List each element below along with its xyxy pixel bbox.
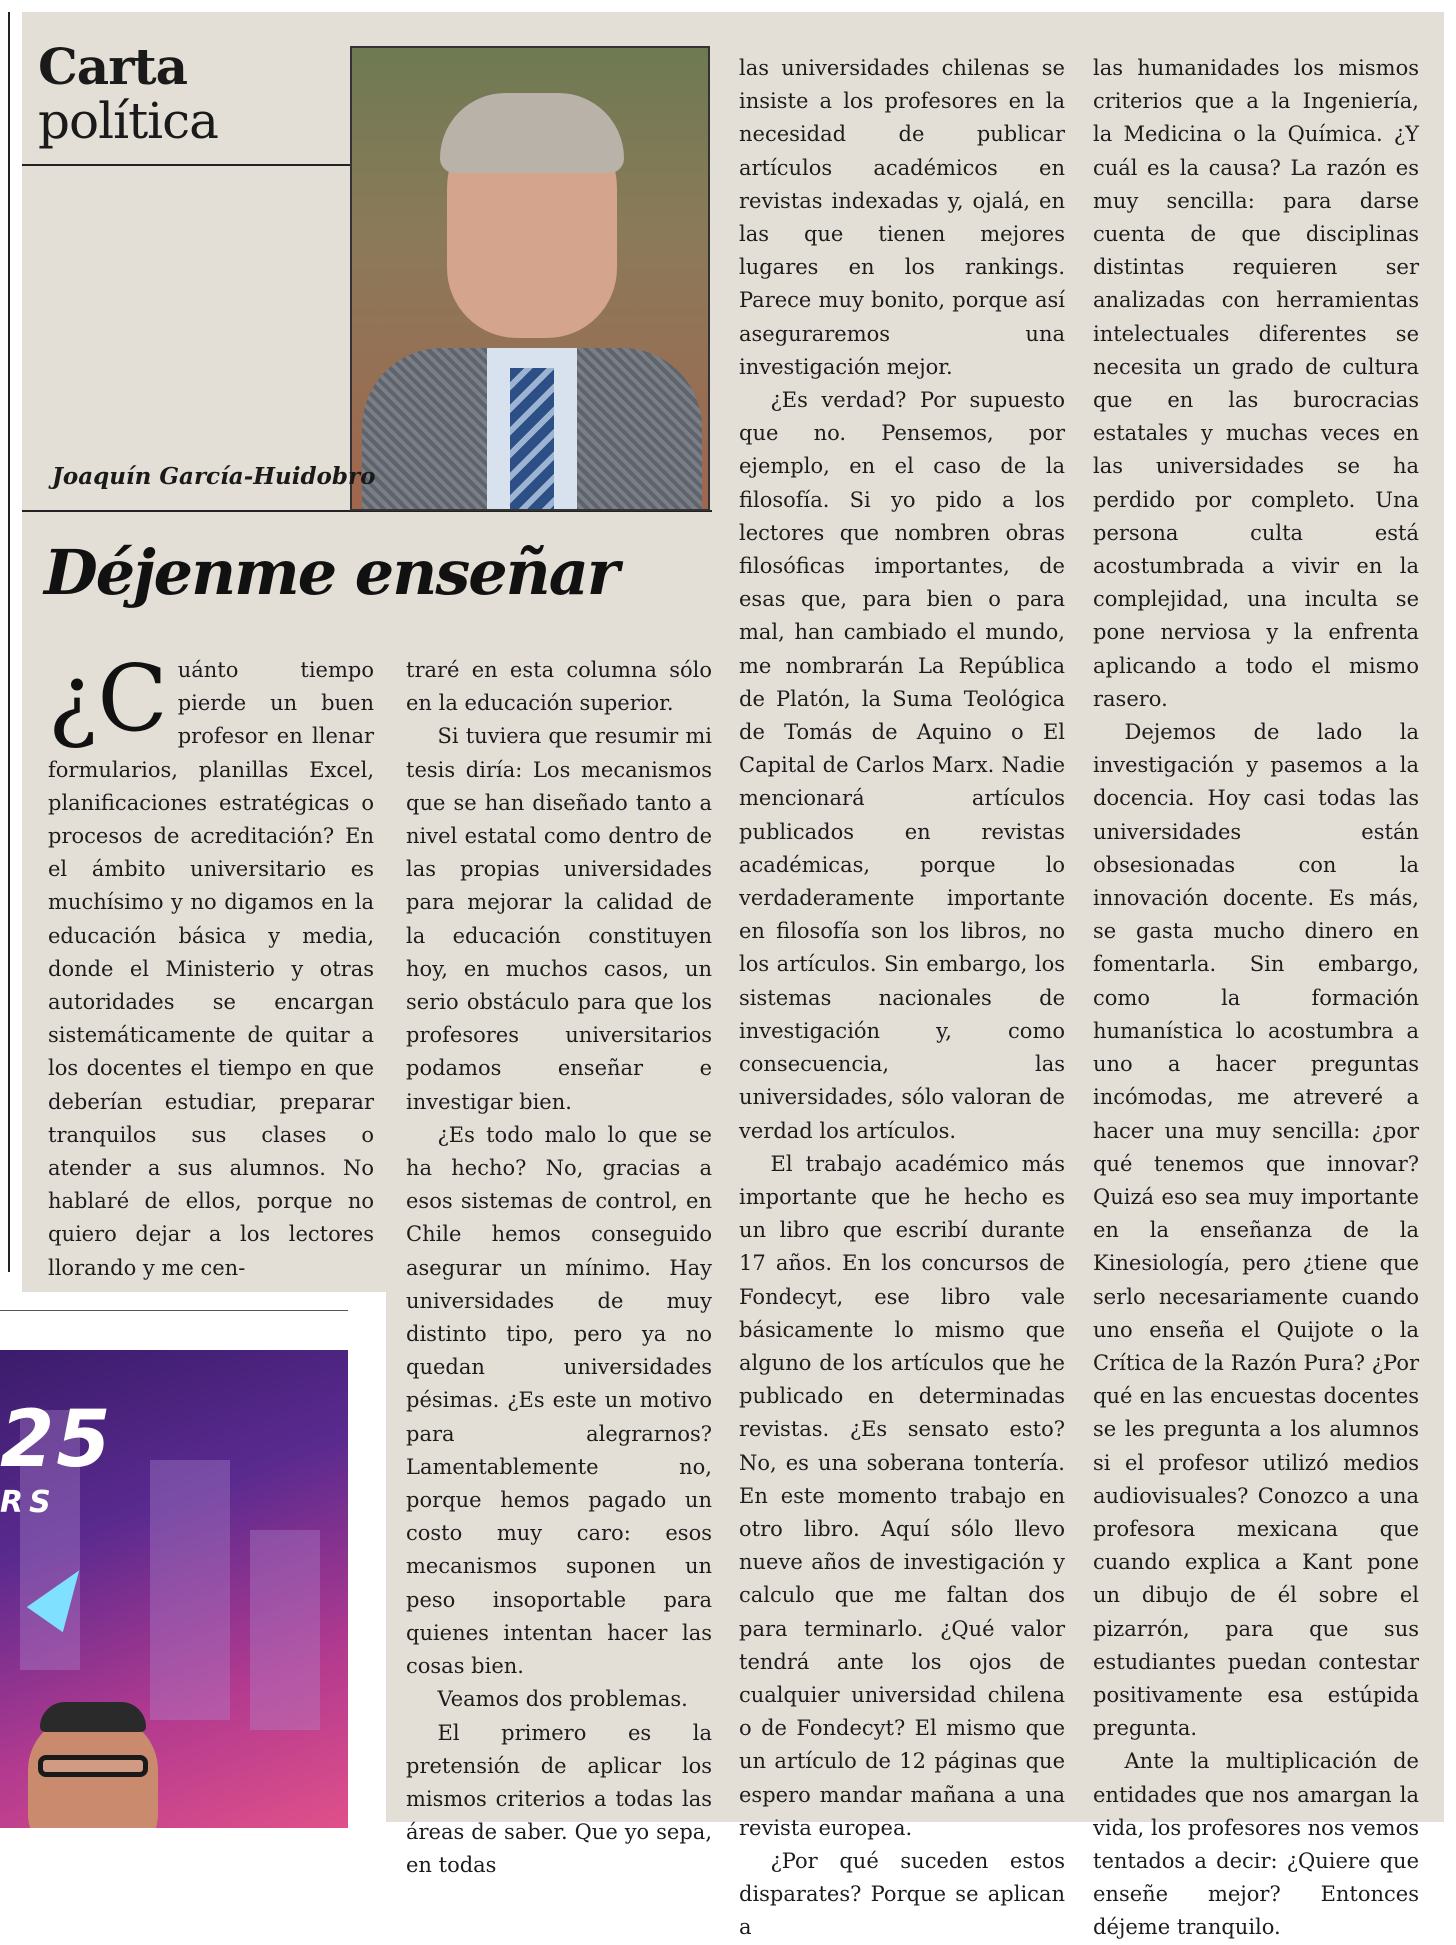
margin-rule [8,12,10,1272]
text-column-1 [48,645,374,1285]
ad-glasses [38,1755,148,1777]
text-column-2 [406,654,712,1883]
text-column-4 [1093,52,1419,1945]
paragraph: ¿Es todo malo lo que se ha hecho? No, gracias a esos sistemas de control, en Chile hemos conseguido asegurar un mínimo. Hay universidades de muy distinto tipo, pero ya no quedan universidades pésimas. ¿Es este un motivo para alegrarnos? Lamentablemente no, porque hemos pagado un costo muy caro: esos mecanismos suponen un peso insoportable para quienes intentan hacer las cosas bien. [406,1122,712,1679]
kicker-line-2: política [38,92,218,150]
paragraph: las humanidades los mismos criterios que a la Ingeniería, la Medicina o la Química. ¿Y cuál es la causa? La razón es muy sencilla: para darse cuenta de que disciplinas distintas requieren ser analizadas con herramientas intelectuales diferentes se necesita un grado de cultura que en las burocracias estatales y muchas veces en las universidades se ha perdido por completo. Una persona culta está acostumbrada a vivir en la complejidad, una inculta se pone nerviosa y la enfrenta aplicando a todo el mismo rasero. [1093,56,1419,711]
paragraph: traré en esta columna sólo en la educación superior. [406,658,712,716]
author-byline: Joaquín García-Huidobro [52,463,376,490]
paragraph: Si tuviera que resumir mi tesis diría: Los mecanismos que se han diseñado tanto a nivel estatal como dentro de las propias universidades para mejorar la calidad de la educación constituyen hoy, en muchos casos, un serio obstáculo para que los profesores universitarios podamos enseñar e investigar bien. [406,724,712,1114]
paragraph: Dejemos de lado la investigación y pasemos a la docencia. Hoy casi todas las universidades están obsesionadas con la innovación docente. Es más, se gasta mucho dinero en fomentarla. Sin embargo, como la formación humanística lo acostumbra a uno a hacer preguntas incómodas, me atreveré a hacer una muy sencilla: ¿por qué tenemos que innovar? Quizá eso sea muy importante en la enseñanza de la Kinesiología, pero ¿tiene que serlo necesariamente cuando uno enseña el Quijote o la Crítica de la Razón Pura? ¿Por qué en las encuestas docentes se les pregunta a los alumnos si el profesor utilizó medios audiovisuales? Conozco a una profesora mexicana que cuando explica a Kant pone un dibujo de él sobre el pizarrón, para que sus estudiantes puedan contestar positivamente esa estúpida pregunta. [1093,720,1419,1741]
ad-rule [0,1310,348,1311]
paragraph: Ante la multiplicación de entidades que nos amargan la vida, los profesores nos vemos tentados a decir: ¿Quiere que enseñe mejor? Entonces déjeme tranquilo. [1093,1749,1419,1940]
ad-number: 25 [0,1395,113,1485]
author-photo [350,46,710,511]
ad-building [150,1460,230,1720]
paragraph: El primero es la pretensión de aplicar los mismos criterios a todas las áreas de saber. Que yo sepa, en todas [406,1720,712,1878]
advertisement-fragment [0,1350,348,1828]
photo-hair [440,93,624,173]
kicker-rule [22,164,350,166]
paragraph: las universidades chilenas se insiste a los profesores en la necesidad de publicar artículos académicos en revistas indexadas y, ojalá, en las que tienen mejores lugares en los rankings. Parece muy bonito, porque así aseguraremos una investigación mejor. [739,56,1065,379]
section-kicker [38,37,338,150]
paragraph [48,645,374,1285]
ad-person-hair [40,1702,146,1732]
ad-subtext: RS [0,1485,57,1520]
paragraph: El trabajo académico más importante que he hecho es un libro que escribí durante 17 años. En los concursos de Fondecyt, ese libro vale básicamente lo mismo que alguno de los artículos que he publicado en determinadas revistas. ¿Es sensato esto? No, es una soberana tontería. En este momento trabajo en otro libro. Aquí sólo llevo nueve años de investigación y calculo que me faltan dos para terminarlo. ¿Qué valor tendrá ante los ojos de cualquier universidad chilena o de Fondecyt? El mismo que un artículo de 12 páginas que espero mandar mañana a una revista europea. [739,1151,1065,1840]
paragraph: Veamos dos problemas. [437,1687,688,1712]
text-column-3 [739,52,1065,1945]
article-headline: Déjenme enseñar [44,536,618,609]
kicker-line-1: Carta [38,37,188,96]
paragraph: ¿Es verdad? Por supuesto que no. Pensemos, por ejemplo, en el caso de la filosofía. Si yo pido a los lectores que nombren obras filosóficas importantes, de esas que, para bien o para mal, han cambiado el mundo, me nombrarán La República de Platón, la Suma Teológica de Tomás de Aquino o El Capital de Carlos Marx. Nadie mencionará artículos publicados en revistas académicas, porque lo verdaderamente importante en filosofía son los libros, no los artículos. Sin embargo, los sistemas nacionales de investigación y, como consecuencia, las universidades, sólo valoran de verdad los artículos. [739,388,1065,1143]
paragraph-text: uánto tiempo pierde un buen profesor en llenar formularios, planillas Excel, planificaciones estratégicas o procesos de acreditación? En el ámbito universitario es muchísimo y no digamos en la educación básica y media, donde el Ministerio y otras autoridades se encargan sistemáticamente de quitar a los docentes el tiempo en que deberían estudiar, preparar tranquilos sus clases o atender a sus alumnos. No hablaré de ellos, porque no quiero dejar a los lectores llorando y me cen- [48,658,374,1280]
paragraph: ¿Por qué suceden estos disparates? Porque se aplican a [739,1848,1065,1940]
drop-cap: ¿C [48,645,168,752]
photo-tie [510,368,554,511]
ad-building [250,1530,320,1730]
